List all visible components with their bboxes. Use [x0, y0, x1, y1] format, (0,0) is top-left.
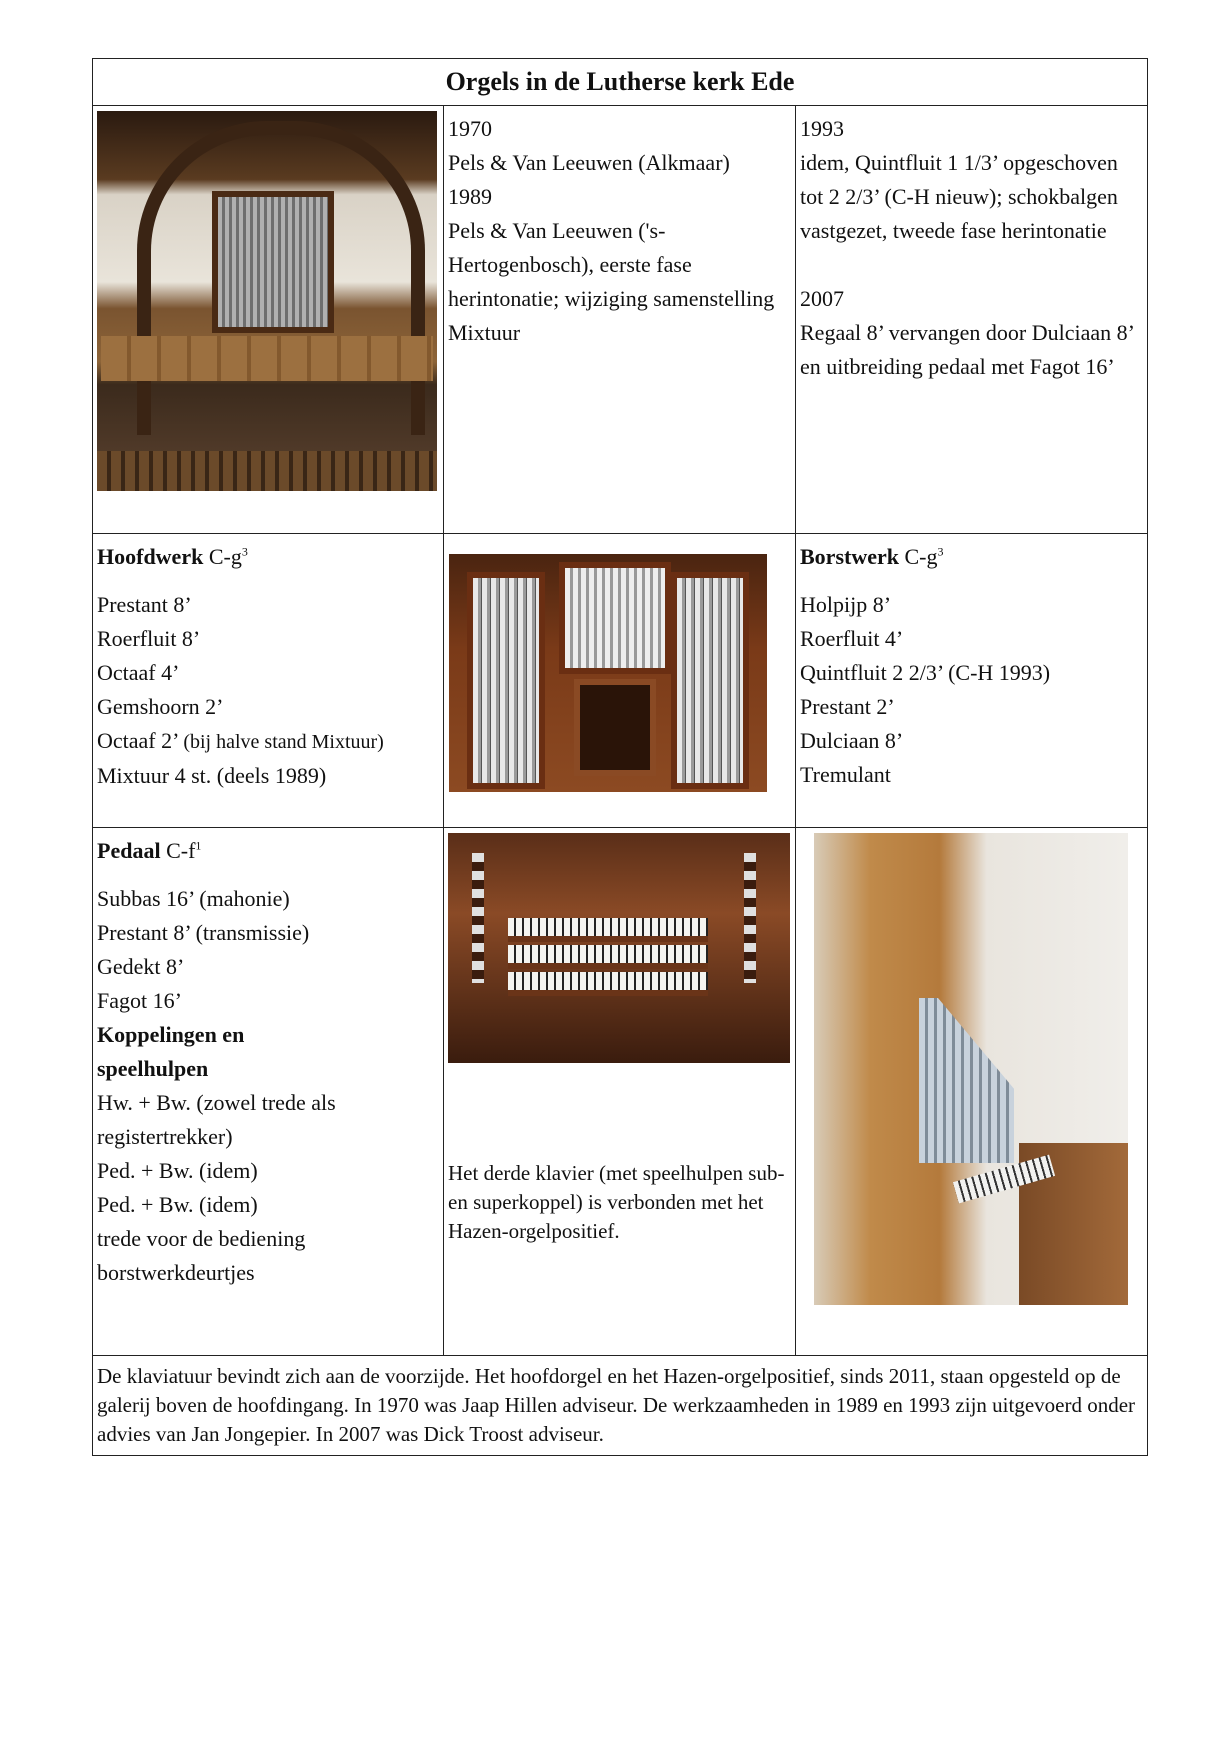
borstwerk-heading: Borstwerk [800, 544, 899, 569]
borstwerk-stop: Quintfluit 2 2/3’ (C-H 1993) [800, 660, 1051, 685]
hoofdwerk-range-sup: 3 [241, 544, 248, 559]
history-col-1 [444, 106, 796, 534]
page-title: Orgels in de Lutherse kerk Ede [93, 59, 1148, 106]
console-photo [448, 833, 790, 1063]
borstwerk-cell [796, 534, 1148, 828]
hoofdwerk-stop: Prestant 8’ [97, 592, 192, 617]
church-photo-cell [93, 106, 444, 534]
pedaal-cell [93, 828, 444, 1356]
history-col-2 [796, 106, 1148, 534]
hoofdwerk-range: C-g [208, 544, 242, 569]
church-interior-photo [97, 111, 437, 491]
positief-photo-cell [796, 828, 1148, 1356]
borstwerk-stop: Roerfluit 4’ [800, 626, 904, 651]
year-1993: 1993 [800, 116, 844, 141]
hoofdwerk-stop: Gemshoorn 2’ [97, 694, 224, 719]
koppeling-item: Ped. + Bw. (idem) [97, 1158, 258, 1183]
pedaal-heading: Pedaal [97, 838, 161, 863]
borstwerk-range-sup: 3 [937, 544, 944, 559]
year-1970: 1970 [448, 116, 492, 141]
hoofdwerk-stop-note: (bij halve stand Mixtuur) [183, 731, 384, 753]
pedaal-range: C-f [166, 838, 196, 863]
pedaal-stop: Gedekt 8’ [97, 954, 185, 979]
hoofdwerk-heading: Hoofdwerk [97, 544, 204, 569]
borstwerk-stop: Tremulant [800, 762, 891, 787]
hoofdwerk-stop: Octaaf 4’ [97, 660, 180, 685]
work-1993: idem, Quintfluit 1 1/3’ opgeschoven tot 2 2/3’ (C-H nieuw); schokbalgen vastgezet, tweede fase herintonatie [800, 150, 1118, 243]
borstwerk-stop: Holpijp 8’ [800, 592, 892, 617]
console-caption: Het derde klavier (met speelhulpen sub- en superkoppel) is verbonden met het Hazen-orgelpositief. [448, 1161, 785, 1243]
year-1989: 1989 [448, 184, 492, 209]
koppeling-item: Hw. + Bw. (zowel trede als registertrekker) [97, 1090, 336, 1149]
hoofdwerk-cell [93, 534, 444, 828]
hoofdwerk-stop: Mixtuur 4 st. (deels 1989) [97, 763, 327, 788]
koppelingen-heading: Koppelingen en speelhulpen [97, 1022, 245, 1081]
pedaal-stop: Prestant 8’ (transmissie) [97, 920, 310, 945]
organ-photo-cell [444, 534, 796, 828]
organ-info-sheet [92, 58, 1147, 1456]
hazen-positief-photo [814, 833, 1128, 1305]
console-cell [444, 828, 796, 1356]
work-2007: Regaal 8’ vervangen door Dulciaan 8’ en uitbreiding pedaal met Fagot 16’ [800, 320, 1134, 379]
borstwerk-stop: Dulciaan 8’ [800, 728, 904, 753]
organ-table [92, 58, 1148, 1456]
footer-note: De klaviatuur bevindt zich aan de voorzijde. Het hoofdorgel en het Hazen-orgelpositief, sinds 2011, staan opgesteld op de galerij boven de hoofdingang. In 1970 was Jaap Hillen adviseur. De werkzaamheden in 1989 en 1993 zijn uitgevoerd onder advies van Jan Jongepier. In 2007 was Dick Troost adviseur. [93, 1356, 1148, 1456]
builder-1970: Pels & Van Leeuwen (Alkmaar) [448, 150, 730, 175]
work-1989: Pels & Van Leeuwen ('s-Hertogenbosch), eerste fase herintonatie; wijziging samenstelling Mixtuur [448, 218, 775, 345]
borstwerk-range: C-g [904, 544, 938, 569]
hoofdwerk-stop: Roerfluit 8’ [97, 626, 201, 651]
pedaal-stop: Subbas 16’ (mahonie) [97, 886, 290, 911]
pedaal-range-sup: 1 [195, 838, 202, 853]
borstwerk-stop: Prestant 2’ [800, 694, 895, 719]
organ-front-photo [449, 554, 767, 792]
year-2007: 2007 [800, 286, 844, 311]
pedaal-stop: Fagot 16’ [97, 988, 182, 1013]
koppeling-item: trede voor de bediening borstwerkdeurtjes [97, 1226, 306, 1285]
koppeling-item: Ped. + Bw. (idem) [97, 1192, 258, 1217]
hoofdwerk-stop: Octaaf 2’ [97, 728, 178, 753]
